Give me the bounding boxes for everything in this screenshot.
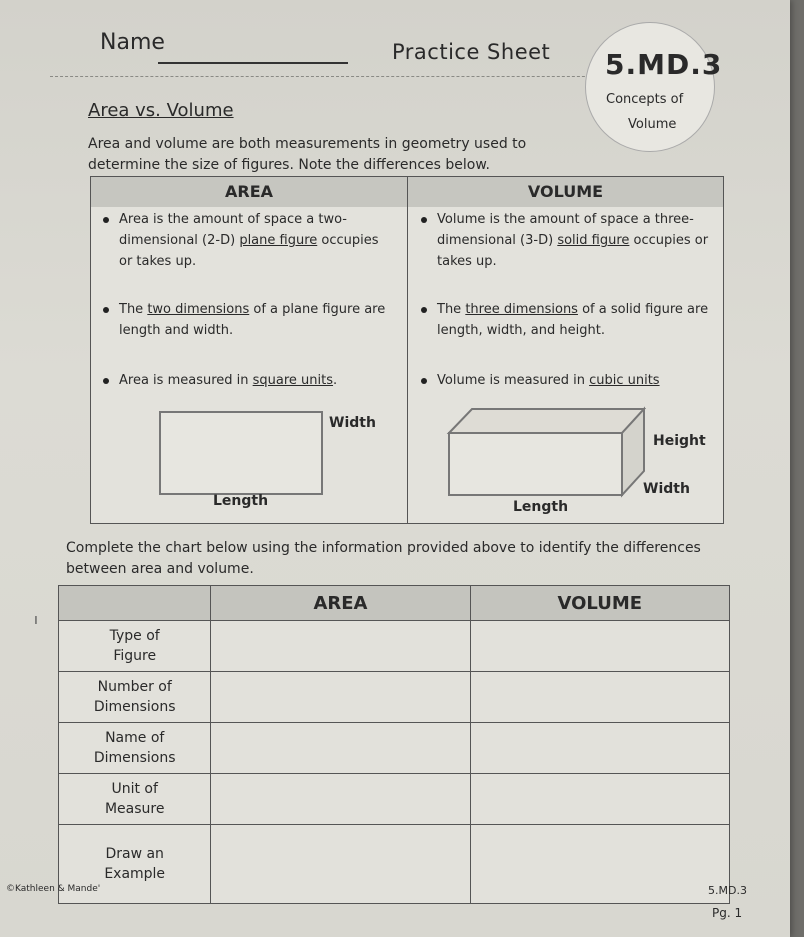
standard-badge — [585, 22, 715, 152]
chart-volume-header: VOLUME — [470, 586, 729, 621]
volume-point-3: Volume is measured in cubic units — [437, 373, 660, 388]
area-point-3: Area is measured in square units. — [119, 373, 338, 388]
page-number: Pg. 1 — [712, 906, 743, 920]
page-title: Practice Sheet — [392, 40, 551, 64]
bullet-icon — [103, 378, 109, 384]
section-heading: Area vs. Volume — [88, 100, 234, 121]
volume-header: VOLUME — [408, 177, 723, 207]
answer-cell-volume[interactable] — [470, 774, 729, 825]
volume-length-label: Length — [513, 499, 569, 515]
comparison-table — [90, 176, 724, 524]
margin-mark: ı — [34, 612, 38, 628]
row-label: Type of Figure — [59, 621, 211, 672]
area-rectangle-figure — [159, 411, 323, 495]
table-row — [59, 774, 730, 825]
column-divider — [407, 177, 408, 523]
row-label: Name of Dimensions — [59, 723, 211, 774]
name-label: Name — [100, 30, 165, 55]
bullet-icon — [421, 378, 427, 384]
bullet-icon — [103, 217, 109, 223]
copyright: ©Kathleen & Mande' — [6, 884, 101, 894]
divider — [50, 76, 610, 77]
table-row — [59, 672, 730, 723]
answer-cell-volume[interactable] — [470, 723, 729, 774]
row-label: Unit of Measure — [59, 774, 211, 825]
footer-code: 5.MD.3 — [708, 884, 747, 897]
bullet-icon — [421, 217, 427, 223]
area-point-2: The two dimensions of a plane figure are length and width. — [119, 302, 386, 338]
table-row — [59, 825, 730, 904]
row-label: Number of Dimensions — [59, 672, 211, 723]
volume-point-2: The three dimensions of a solid figure are length, width, and height. — [437, 302, 709, 338]
answer-cell-area[interactable] — [211, 825, 470, 904]
answer-cell-volume[interactable] — [470, 825, 729, 904]
answer-cell-volume[interactable] — [470, 621, 729, 672]
badge-subtitle-2: Volume — [628, 117, 677, 132]
standard-code: 5.MD.3 — [605, 48, 723, 81]
volume-prism-figure — [446, 399, 646, 499]
chart-area-header: AREA — [211, 586, 470, 621]
name-input-line[interactable] — [158, 62, 348, 64]
area-length-label: Length — [213, 493, 269, 509]
table-row — [59, 621, 730, 672]
table-row — [59, 723, 730, 774]
answer-cell-area[interactable] — [211, 672, 470, 723]
badge-subtitle-1: Concepts of — [606, 92, 684, 107]
answer-cell-area[interactable] — [211, 723, 470, 774]
answer-cell-volume[interactable] — [470, 672, 729, 723]
volume-point-1: Volume is the amount of space a three-dimensional (3-D) solid figure occupies or takes up. — [437, 212, 709, 269]
answer-chart — [58, 585, 730, 904]
volume-width-label: Width — [643, 481, 690, 497]
volume-height-label: Height — [653, 433, 706, 449]
intro-text: Area and volume are both measurements in geometry used to determine the size of figures. Note the differences below. — [88, 136, 527, 173]
answer-cell-area[interactable] — [211, 774, 470, 825]
bullet-icon — [421, 307, 427, 313]
answer-cell-area[interactable] — [211, 621, 470, 672]
area-point-1: Area is the amount of space a two-dimensional (2-D) plane figure occupies or takes up. — [119, 212, 379, 269]
row-label: Draw an Example — [59, 825, 211, 904]
area-header: AREA — [91, 177, 407, 207]
bullet-icon — [103, 307, 109, 313]
instructions: Complete the chart below using the information provided above to identify the differences between area and volume. — [66, 540, 701, 577]
corner-cell — [59, 586, 211, 621]
area-width-label: Width — [329, 415, 376, 431]
